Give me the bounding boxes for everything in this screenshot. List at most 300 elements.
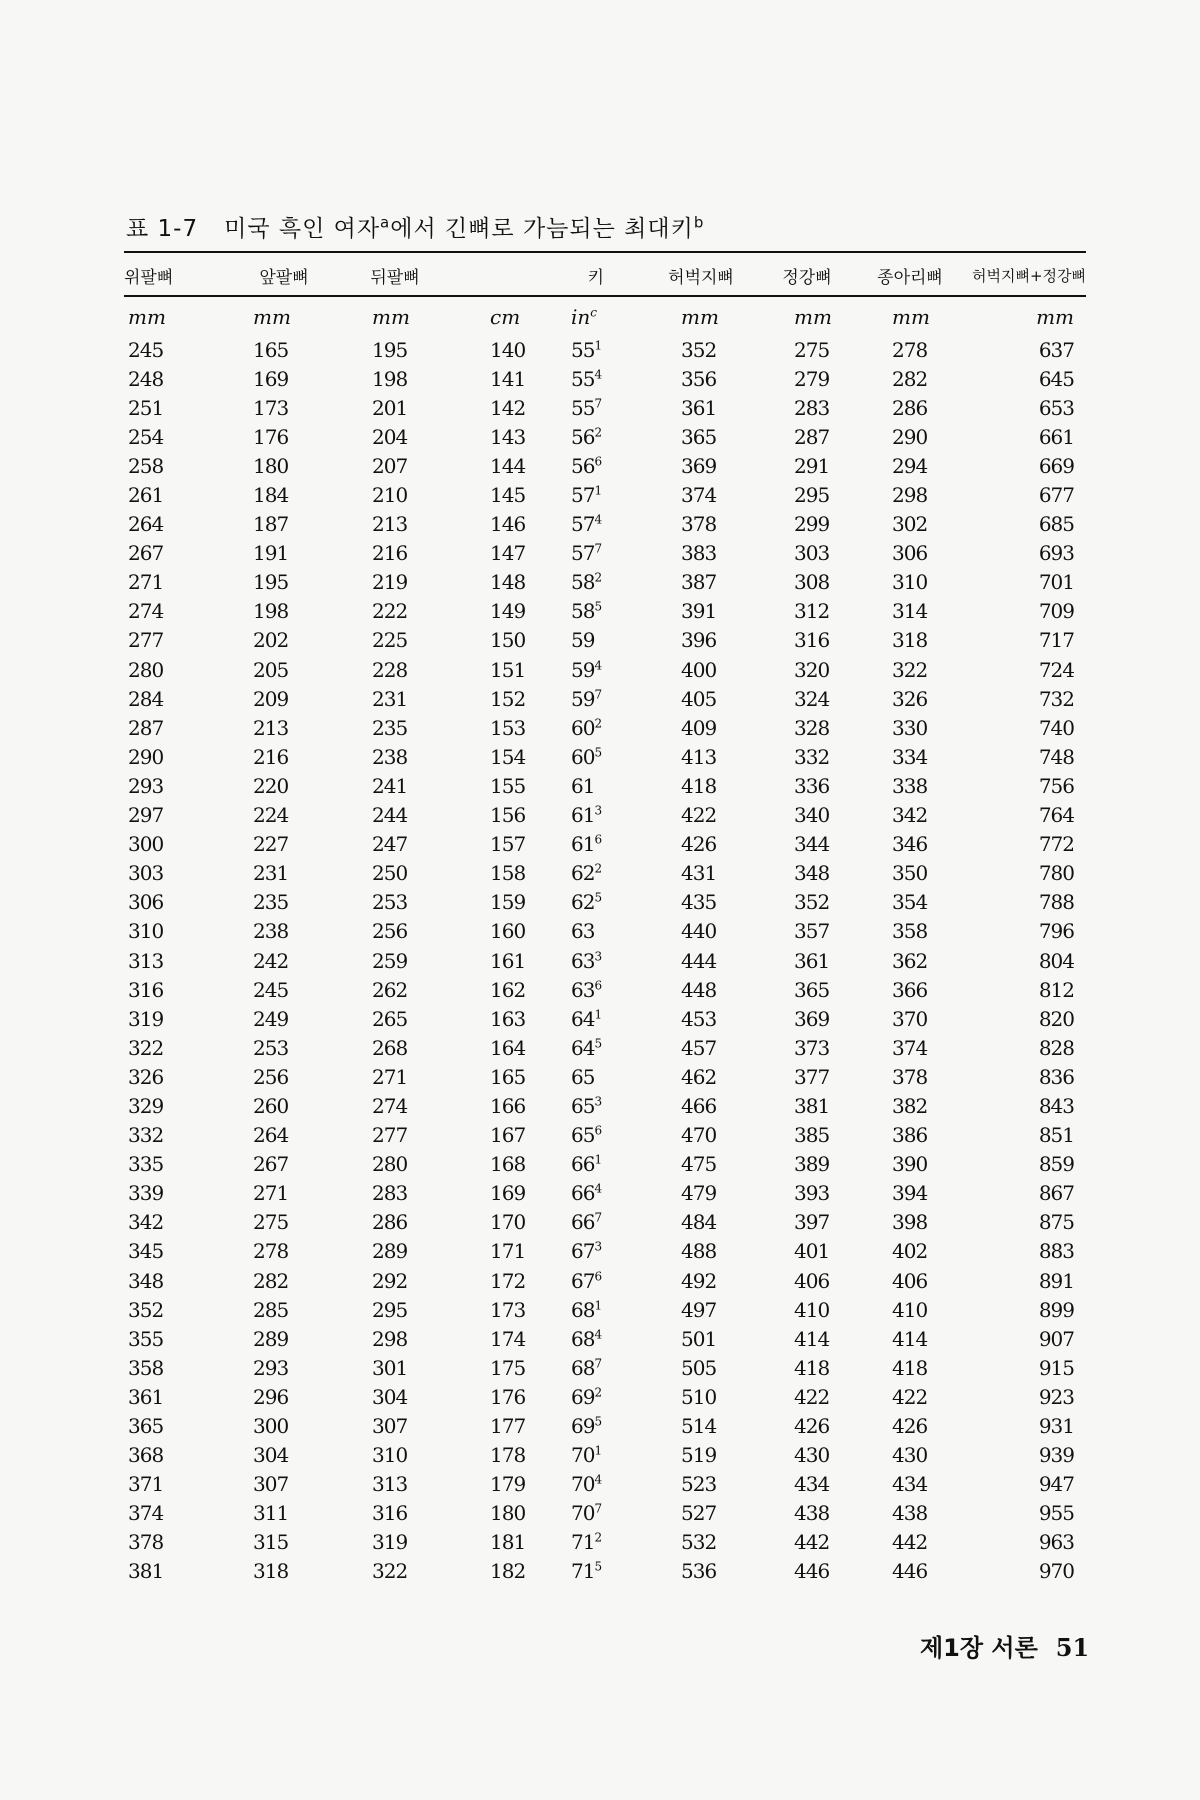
cell-value: 340 <box>794 803 830 828</box>
cell-value: 669 <box>1038 453 1074 478</box>
table-cell <box>228 480 340 509</box>
cell-value: 68 <box>571 1355 595 1380</box>
table-cell <box>758 684 856 713</box>
table-cell <box>340 480 450 509</box>
table-cell <box>856 1004 964 1033</box>
cell-value: 764 <box>1038 803 1074 828</box>
cell-value: 438 <box>892 1501 928 1526</box>
cell-fraction: 1 <box>594 337 603 352</box>
table-cell <box>545 480 644 509</box>
cell-value: 358 <box>892 919 928 944</box>
cell-value: 446 <box>794 1559 830 1584</box>
table-row <box>124 568 1086 597</box>
table-cell <box>450 1266 545 1295</box>
cell-value: 298 <box>372 1326 408 1351</box>
table-cell <box>124 1033 228 1062</box>
table-cell <box>856 1150 964 1179</box>
cell-value: 320 <box>794 657 830 682</box>
table-cell <box>758 830 856 859</box>
table-cell <box>545 1121 644 1150</box>
table-cell <box>758 422 856 451</box>
cell-value: 356 <box>681 366 717 391</box>
table-cell <box>856 568 964 597</box>
table-cell <box>644 742 758 771</box>
table-cell <box>228 713 340 742</box>
cell-value: 179 <box>490 1472 526 1497</box>
cell-value: 315 <box>253 1530 289 1555</box>
cell-value: 216 <box>372 541 408 566</box>
cell-value: 245 <box>253 977 289 1002</box>
cell-value: 304 <box>253 1443 289 1468</box>
cell-value: 225 <box>372 628 408 653</box>
table-cell <box>856 1295 964 1324</box>
cell-value: 374 <box>892 1035 928 1060</box>
cell-value: 330 <box>892 715 928 740</box>
table-cell <box>340 451 450 480</box>
cell-value: 64 <box>571 1035 595 1060</box>
cell-value: 201 <box>372 395 408 420</box>
cell-value: 244 <box>372 803 408 828</box>
cell-value: 164 <box>490 1035 526 1060</box>
table-cell <box>644 888 758 917</box>
cell-value: 220 <box>253 773 289 798</box>
table-cell <box>450 859 545 888</box>
cell-value: 278 <box>892 337 928 362</box>
table-row <box>124 684 1086 713</box>
table-cell <box>545 422 644 451</box>
caption-footnote-a: a <box>380 213 391 232</box>
cell-fraction: 1 <box>594 1297 603 1312</box>
cell-value: 338 <box>892 773 928 798</box>
table-cell <box>545 1237 644 1266</box>
cell-value: 67 <box>571 1268 595 1293</box>
table-cell <box>228 946 340 975</box>
cell-value: 279 <box>794 366 830 391</box>
cell-value: 434 <box>794 1472 830 1497</box>
cell-value: 820 <box>1038 1006 1074 1031</box>
table-cell <box>758 597 856 626</box>
table-cell <box>758 1470 856 1499</box>
table-row <box>124 335 1086 364</box>
table-cell <box>450 946 545 975</box>
cell-value: 645 <box>1038 366 1074 391</box>
table-row <box>124 1004 1086 1033</box>
table-cell <box>340 713 450 742</box>
table-row <box>124 946 1086 975</box>
cell-value: 261 <box>128 483 164 508</box>
table-cell <box>545 1411 644 1440</box>
table-cell <box>545 597 644 626</box>
cell-value: 195 <box>253 570 289 595</box>
cell-value: 231 <box>253 861 289 886</box>
cell-value: 256 <box>253 1064 289 1089</box>
cell-value: 298 <box>892 483 928 508</box>
table-cell <box>228 1033 340 1062</box>
table-cell <box>124 655 228 684</box>
cell-value: 377 <box>794 1064 830 1089</box>
cell-value: 361 <box>681 395 717 420</box>
cell-value: 143 <box>490 424 526 449</box>
cell-value: 434 <box>892 1472 928 1497</box>
table-cell <box>856 888 964 917</box>
table-cell <box>124 393 228 422</box>
table-cell <box>340 1208 450 1237</box>
table-row <box>124 510 1086 539</box>
table-cell <box>228 1091 340 1120</box>
cell-value: 169 <box>490 1181 526 1206</box>
table-cell <box>856 1324 964 1353</box>
table-cell <box>644 1528 758 1557</box>
table-cell <box>450 1353 545 1382</box>
cell-value: 430 <box>892 1443 928 1468</box>
cell-value: 352 <box>681 337 717 362</box>
cell-value: 56 <box>571 424 595 449</box>
table-cell <box>545 568 644 597</box>
table-cell <box>124 480 228 509</box>
table-cell <box>450 393 545 422</box>
table-cell <box>228 1121 340 1150</box>
cell-fraction: 2 <box>594 1385 603 1400</box>
table-cell <box>964 1004 1086 1033</box>
table-cell <box>124 1091 228 1120</box>
table-cell <box>644 713 758 742</box>
table-cell <box>228 684 340 713</box>
table-cell <box>964 1295 1086 1324</box>
table-cell <box>856 1441 964 1470</box>
table-cell <box>124 713 228 742</box>
cell-value: 70 <box>571 1472 595 1497</box>
cell-value: 280 <box>372 1152 408 1177</box>
cell-value: 55 <box>571 395 595 420</box>
table-cell <box>228 1324 340 1353</box>
table-cell <box>644 597 758 626</box>
stature-table <box>124 258 1086 1586</box>
table-cell <box>856 539 964 568</box>
table-cell <box>545 451 644 480</box>
table-cell <box>856 830 964 859</box>
table-cell <box>856 480 964 509</box>
cell-value: 71 <box>571 1530 595 1555</box>
table-cell <box>228 597 340 626</box>
table-cell <box>228 626 340 655</box>
table-cell <box>644 1382 758 1411</box>
table-cell <box>856 742 964 771</box>
cell-value: 361 <box>794 948 830 973</box>
table-cell <box>228 1266 340 1295</box>
cell-value: 304 <box>372 1384 408 1409</box>
table-cell <box>758 1150 856 1179</box>
table-cell <box>545 1382 644 1411</box>
cell-value: 148 <box>490 570 526 595</box>
table-cell <box>545 917 644 946</box>
cell-value: 306 <box>892 541 928 566</box>
cell-value: 55 <box>571 337 595 362</box>
cell-value: 145 <box>490 483 526 508</box>
table-cell <box>545 801 644 830</box>
cell-value: 151 <box>490 657 526 682</box>
cell-value: 369 <box>794 1006 830 1031</box>
table-cell <box>964 801 1086 830</box>
cell-value: 310 <box>128 919 164 944</box>
cell-value: 405 <box>681 686 717 711</box>
table-cell <box>450 1033 545 1062</box>
cell-value: 724 <box>1038 657 1074 682</box>
cell-value: 165 <box>490 1064 526 1089</box>
cell-value: 170 <box>490 1210 526 1235</box>
table-cell <box>758 335 856 364</box>
cell-value: 357 <box>794 919 830 944</box>
table-cell <box>758 1237 856 1266</box>
cell-value: 161 <box>490 948 526 973</box>
cell-value: 915 <box>1038 1355 1074 1380</box>
cell-value: 374 <box>681 483 717 508</box>
table-cell <box>340 830 450 859</box>
cell-value: 154 <box>490 744 526 769</box>
cell-value: 191 <box>253 541 289 566</box>
table-cell <box>228 1353 340 1382</box>
caption-text-continued: 에서 긴뼈로 가늠되는 최대키 <box>390 216 694 242</box>
cell-value: 409 <box>681 715 717 740</box>
table-cell <box>340 655 450 684</box>
table-cell <box>450 1091 545 1120</box>
table-cell <box>758 480 856 509</box>
cell-value: 173 <box>253 395 289 420</box>
cell-value: 293 <box>253 1355 289 1380</box>
cell-value: 514 <box>681 1414 717 1439</box>
table-cell <box>644 684 758 713</box>
header-radius: 앞팔뼈 <box>259 268 309 288</box>
cell-value: 322 <box>128 1035 164 1060</box>
table-cell <box>450 1557 545 1586</box>
table-cell <box>124 1382 228 1411</box>
cell-value: 414 <box>794 1326 830 1351</box>
cell-value: 290 <box>892 424 928 449</box>
cell-value: 247 <box>372 832 408 857</box>
table-cell <box>545 393 644 422</box>
table-cell <box>228 1237 340 1266</box>
table-cell <box>758 1179 856 1208</box>
table-row <box>124 1091 1086 1120</box>
table-cell <box>964 1033 1086 1062</box>
table-cell <box>545 655 644 684</box>
table-cell <box>340 1411 450 1440</box>
cell-value: 661 <box>1038 424 1074 449</box>
cell-value: 970 <box>1038 1559 1074 1584</box>
table-cell <box>964 1441 1086 1470</box>
cell-value: 153 <box>490 715 526 740</box>
table-cell <box>758 801 856 830</box>
table-cell <box>124 422 228 451</box>
cell-value: 365 <box>128 1414 164 1439</box>
table-cell <box>228 1557 340 1586</box>
cell-value: 173 <box>490 1297 526 1322</box>
cell-value: 307 <box>253 1472 289 1497</box>
cell-value: 227 <box>253 832 289 857</box>
table-row <box>124 1353 1086 1382</box>
table-cell <box>964 451 1086 480</box>
table-cell <box>758 1324 856 1353</box>
table-cell <box>644 801 758 830</box>
table-cell <box>545 1266 644 1295</box>
cell-value: 70 <box>571 1501 595 1526</box>
table-cell <box>450 888 545 917</box>
cell-fraction: 5 <box>594 745 603 760</box>
table-cell <box>964 510 1086 539</box>
cell-fraction: 5 <box>594 599 603 614</box>
table-cell <box>228 1411 340 1440</box>
cell-value: 213 <box>372 512 408 537</box>
table-cell <box>340 771 450 800</box>
table-cell <box>964 946 1086 975</box>
cell-value: 285 <box>253 1297 289 1322</box>
table-row <box>124 480 1086 509</box>
table-cell <box>450 568 545 597</box>
cell-value: 653 <box>1038 395 1074 420</box>
table-cell <box>124 510 228 539</box>
table-cell <box>124 1004 228 1033</box>
cell-value: 147 <box>490 541 526 566</box>
cell-value: 172 <box>490 1268 526 1293</box>
cell-value: 812 <box>1038 977 1074 1002</box>
cell-fraction: 5 <box>594 1036 603 1051</box>
header-femur: 허벅지뼈 <box>668 268 734 288</box>
table-cell <box>545 830 644 859</box>
table-cell <box>545 626 644 655</box>
cell-value: 391 <box>681 599 717 624</box>
cell-value: 319 <box>128 1006 164 1031</box>
table-cell <box>450 1295 545 1324</box>
cell-value: 56 <box>571 453 595 478</box>
cell-value: 264 <box>253 1123 289 1148</box>
cell-fraction: 4 <box>594 1181 603 1196</box>
cell-value: 311 <box>253 1501 289 1526</box>
table-cell <box>450 1150 545 1179</box>
cell-fraction: 4 <box>594 1472 603 1487</box>
cell-value: 505 <box>681 1355 717 1380</box>
table-cell <box>340 539 450 568</box>
table-cell <box>758 1295 856 1324</box>
cell-value: 316 <box>128 977 164 1002</box>
cell-value: 410 <box>794 1297 830 1322</box>
cell-value: 144 <box>490 453 526 478</box>
table-cell <box>545 1208 644 1237</box>
cell-value: 732 <box>1038 686 1074 711</box>
table-cell <box>545 1062 644 1091</box>
cell-value: 402 <box>892 1239 928 1264</box>
cell-value: 369 <box>681 453 717 478</box>
table-cell <box>644 771 758 800</box>
table-cell <box>856 1266 964 1295</box>
cell-value: 57 <box>571 512 595 537</box>
table-cell <box>964 539 1086 568</box>
unit-cell: cm <box>490 305 521 329</box>
cell-value: 207 <box>372 453 408 478</box>
cell-value: 59 <box>571 628 595 653</box>
cell-value: 62 <box>571 861 595 886</box>
table-cell <box>758 946 856 975</box>
header-fibula: 종아리뼈 <box>877 268 943 288</box>
cell-value: 326 <box>892 686 928 711</box>
cell-value: 284 <box>128 686 164 711</box>
cell-fraction: 7 <box>594 687 603 702</box>
cell-value: 418 <box>794 1355 830 1380</box>
table-cell <box>340 335 450 364</box>
cell-value: 931 <box>1038 1414 1074 1439</box>
table-row <box>124 1528 1086 1557</box>
cell-value: 174 <box>490 1326 526 1351</box>
table-cell <box>856 801 964 830</box>
table-cell <box>545 1295 644 1324</box>
cell-fraction: 4 <box>594 366 603 381</box>
table-cell <box>545 364 644 393</box>
cell-value: 275 <box>253 1210 289 1235</box>
unit-cell: mm <box>128 305 166 329</box>
cell-value: 527 <box>681 1501 717 1526</box>
cell-value: 283 <box>372 1181 408 1206</box>
table-cell <box>340 1179 450 1208</box>
table-cell <box>964 393 1086 422</box>
cell-value: 422 <box>681 803 717 828</box>
table-row <box>124 393 1086 422</box>
table-cell <box>450 684 545 713</box>
table-cell <box>964 1411 1086 1440</box>
cell-value: 383 <box>681 541 717 566</box>
table-cell <box>340 1557 450 1586</box>
cell-value: 253 <box>253 1035 289 1060</box>
cell-value: 413 <box>681 744 717 769</box>
table-cell <box>758 539 856 568</box>
table-cell <box>644 1062 758 1091</box>
table-cell <box>644 1353 758 1382</box>
table-cell <box>340 742 450 771</box>
table-cell <box>644 1091 758 1120</box>
table-cell <box>964 1470 1086 1499</box>
cell-value: 368 <box>128 1443 164 1468</box>
cell-value: 158 <box>490 861 526 886</box>
cell-value: 283 <box>794 395 830 420</box>
cell-value: 348 <box>128 1268 164 1293</box>
cell-value: 262 <box>372 977 408 1002</box>
table-cell <box>856 422 964 451</box>
table-cell <box>124 888 228 917</box>
table-cell <box>228 888 340 917</box>
table-row <box>124 539 1086 568</box>
table-cell <box>450 1499 545 1528</box>
table-cell <box>856 1557 964 1586</box>
cell-value: 140 <box>490 337 526 362</box>
table-cell <box>964 1121 1086 1150</box>
cell-value: 410 <box>892 1297 928 1322</box>
table-row <box>124 422 1086 451</box>
table-cell <box>964 1499 1086 1528</box>
table-row <box>124 1499 1086 1528</box>
table-cell <box>964 917 1086 946</box>
cell-value: 350 <box>892 861 928 886</box>
cell-value: 296 <box>253 1384 289 1409</box>
table-row <box>124 1033 1086 1062</box>
cell-value: 156 <box>490 803 526 828</box>
table-cell <box>758 655 856 684</box>
cell-fraction: 5 <box>594 1559 603 1574</box>
cell-value: 271 <box>128 570 164 595</box>
table-number: 표 1-7 <box>126 216 199 242</box>
cell-fraction: 1 <box>594 483 603 498</box>
cell-value: 867 <box>1038 1181 1074 1206</box>
table-cell <box>340 684 450 713</box>
cell-value: 241 <box>372 773 408 798</box>
table-cell <box>964 1528 1086 1557</box>
table-cell <box>856 1528 964 1557</box>
